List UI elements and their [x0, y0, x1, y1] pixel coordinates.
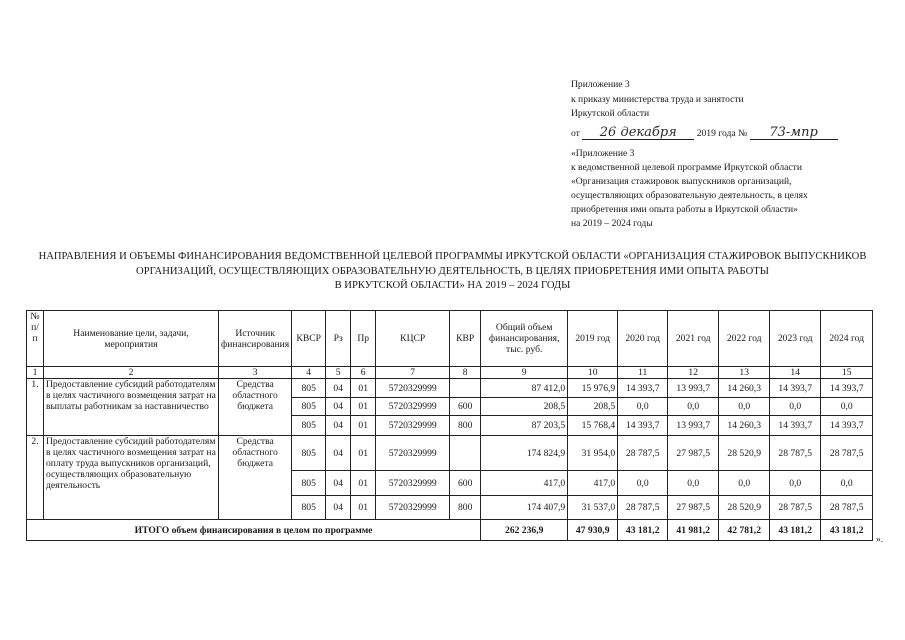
- title-line: НАПРАВЛЕНИЯ И ОБЪЕМЫ ФИНАНСИРОВАНИЯ ВЕДОМСТВЕННОЙ ЦЕЛЕВОЙ ПРОГРАММЫ ИРКУТСКОЙ ОБЛАСТИ «ОРГАНИЗАЦИЯ СТАЖИРОВОК ВЫПУСКНИКОВ: [38, 251, 867, 262]
- table-cell: 04: [326, 379, 351, 398]
- total-cell: 47 930,9: [568, 520, 618, 541]
- table-cell: 5720329999: [376, 398, 450, 416]
- date-year-number: 2019 года №: [696, 127, 748, 139]
- total-cell: 43 181,2: [618, 520, 668, 541]
- total-cell: 41 981,2: [668, 520, 719, 541]
- table-cell: 0,0: [719, 398, 770, 416]
- document-title: [10, 250, 895, 294]
- table-cell: 800: [450, 496, 481, 520]
- table-cell: 14 260,3: [719, 416, 770, 436]
- table-cell: 14 393,7: [821, 379, 873, 398]
- table-cell: 15 768,4: [568, 416, 618, 436]
- table-cell: 5720329999: [376, 471, 450, 496]
- activity-name: Предоставление субсидий работодателям в целях частичного возмещения затрат на выплаты работникам за наставничество: [44, 379, 219, 436]
- table-cell: 15 976,9: [568, 379, 618, 398]
- table-cell: 31 954,0: [568, 436, 618, 471]
- date-prefix: от: [571, 127, 580, 139]
- column-number: 13: [719, 367, 770, 379]
- table-cell: 04: [326, 436, 351, 471]
- order-reference: [571, 78, 838, 141]
- program-reference: [571, 147, 808, 231]
- table-cell: 28 787,5: [821, 496, 873, 520]
- table-cell: 5720329999: [376, 496, 450, 520]
- table-cell: 28 787,5: [770, 436, 821, 471]
- column-number: 14: [770, 367, 821, 379]
- table-cell: 01: [351, 398, 376, 416]
- header-cell: КЦСР: [376, 311, 450, 367]
- table-cell: 0,0: [618, 471, 668, 496]
- table-cell: 13 993,7: [668, 416, 719, 436]
- closing-quote: ».: [876, 534, 884, 545]
- total-cell: 42 781,2: [719, 520, 770, 541]
- total-cell: 43 181,2: [770, 520, 821, 541]
- title-line: ОРГАНИЗАЦИЙ, ОСУЩЕСТВЛЯЮЩИХ ОБРАЗОВАТЕЛЬНУЮ ДЕЯТЕЛЬНОСТЬ, В ЦЕЛЯХ ПРИОБРЕТЕНИЯ ИМИ ОПЫТА РАБОТЫ: [136, 265, 769, 277]
- table-cell: 417,0: [568, 471, 618, 496]
- total-label: ИТОГО объем финансирования в целом по программе: [27, 520, 481, 541]
- column-number: 1: [27, 367, 44, 379]
- table-cell: 28 520,9: [719, 496, 770, 520]
- column-number: 4: [292, 367, 326, 379]
- column-number: 6: [351, 367, 376, 379]
- table-cell: 0,0: [668, 471, 719, 496]
- header-cell: 2023 год: [770, 311, 821, 367]
- table-cell: 0,0: [821, 398, 873, 416]
- header-cell: 2019 год: [568, 311, 618, 367]
- program-ref-line: приобретения ими опыта работы в Иркутской области»: [571, 204, 798, 215]
- table-cell: 04: [326, 471, 351, 496]
- table-cell: 5720329999: [376, 436, 450, 471]
- table-cell: 600: [450, 471, 481, 496]
- table-cell: 14 393,7: [618, 379, 668, 398]
- table-cell: 04: [326, 416, 351, 436]
- header-cell: № п/п: [27, 311, 44, 367]
- program-ref-line: «Приложение 3: [571, 148, 635, 159]
- table-cell: 5720329999: [376, 416, 450, 436]
- order-ref-line: к приказу министерства труда и занятости: [571, 93, 744, 105]
- program-ref-line: осуществляющих образовательную деятельность, в целях: [571, 190, 808, 201]
- order-date-line: [571, 124, 838, 142]
- table-cell: 5720329999: [376, 379, 450, 398]
- table-cell: 0,0: [618, 398, 668, 416]
- table-row: [27, 436, 873, 471]
- order-number-handwritten: 73-мпр: [750, 127, 838, 140]
- row-number: 2.: [27, 436, 44, 520]
- total-row: [27, 520, 873, 541]
- table-cell: 805: [292, 398, 326, 416]
- program-ref-line: к ведомственной целевой программе Иркутской области: [571, 162, 802, 173]
- header-cell: Наименование цели, задачи, мероприятия: [44, 311, 219, 367]
- table-cell: 0,0: [668, 398, 719, 416]
- header-cell: 2022 год: [719, 311, 770, 367]
- program-ref-line: на 2019 – 2024 годы: [571, 218, 653, 229]
- table-cell: 0,0: [770, 398, 821, 416]
- table-cell: 417,0: [481, 471, 568, 496]
- funding-source: Средства областного бюджета: [219, 379, 292, 436]
- table-cell: 28 787,5: [821, 436, 873, 471]
- header-cell: 2024 год: [821, 311, 873, 367]
- header-cell: 2021 год: [668, 311, 719, 367]
- title-line: В ИРКУТСКОЙ ОБЛАСТИ» НА 2019 – 2024 ГОДЫ: [334, 280, 571, 291]
- column-number: 12: [668, 367, 719, 379]
- header-cell: 2020 год: [618, 311, 668, 367]
- column-number-row: [27, 367, 873, 379]
- table-cell: 0,0: [770, 471, 821, 496]
- table-row: [27, 379, 873, 398]
- table-cell: 27 987,5: [668, 436, 719, 471]
- financing-table: [26, 310, 873, 541]
- table-cell: 14 393,7: [618, 416, 668, 436]
- table-cell: 87 203,5: [481, 416, 568, 436]
- table-cell: 14 393,7: [821, 416, 873, 436]
- activity-name: Предоставление субсидий работодателям в целях частичного возмещения затрат на оплату труда выпускников организаций, осуществляющих образовательную деятельность: [44, 436, 219, 520]
- order-region-line: Иркутской области: [571, 108, 650, 119]
- table-cell: 600: [450, 398, 481, 416]
- column-number: 9: [481, 367, 568, 379]
- date-handwritten: 26 декабря: [582, 127, 694, 140]
- table-cell: 01: [351, 436, 376, 471]
- table-cell: 0,0: [719, 471, 770, 496]
- table-cell: 28 787,5: [770, 496, 821, 520]
- header-cell: КВР: [450, 311, 481, 367]
- table-cell: 805: [292, 436, 326, 471]
- table-cell: 805: [292, 496, 326, 520]
- table-cell: 14 393,7: [770, 416, 821, 436]
- table-cell: 04: [326, 398, 351, 416]
- column-number: 7: [376, 367, 450, 379]
- column-number: 10: [568, 367, 618, 379]
- table-cell: 805: [292, 379, 326, 398]
- table-cell: [450, 436, 481, 471]
- table-cell: 14 393,7: [770, 379, 821, 398]
- table-cell: 13 993,7: [668, 379, 719, 398]
- table-cell: 01: [351, 379, 376, 398]
- header-row: [27, 311, 873, 367]
- column-number: 15: [821, 367, 873, 379]
- column-number: 8: [450, 367, 481, 379]
- header-cell: Общий объем финансирования, тыс. руб.: [481, 311, 568, 367]
- table-cell: 28 520,9: [719, 436, 770, 471]
- table-cell: 174 824,9: [481, 436, 568, 471]
- table-cell: 805: [292, 416, 326, 436]
- table-cell: 31 537,0: [568, 496, 618, 520]
- table-cell: 28 787,5: [618, 436, 668, 471]
- table-cell: 27 987,5: [668, 496, 719, 520]
- column-number: 2: [44, 367, 219, 379]
- table-cell: 0,0: [821, 471, 873, 496]
- column-number: 11: [618, 367, 668, 379]
- program-ref-line: «Организация стажировок выпускников организаций,: [571, 176, 792, 187]
- table-cell: 14 260,3: [719, 379, 770, 398]
- header-cell: Пр: [351, 311, 376, 367]
- table-cell: 174 407,9: [481, 496, 568, 520]
- order-appendix-label: Приложение 3: [571, 79, 630, 90]
- table-cell: 01: [351, 471, 376, 496]
- table-cell: [450, 379, 481, 398]
- header-cell: КВСР: [292, 311, 326, 367]
- table-cell: 208,5: [568, 398, 618, 416]
- table-cell: 800: [450, 416, 481, 436]
- table-cell: 87 412,0: [481, 379, 568, 398]
- table-cell: 805: [292, 471, 326, 496]
- header-cell: Источник финансирования: [219, 311, 292, 367]
- total-cell: 262 236,9: [481, 520, 568, 541]
- column-number: 5: [326, 367, 351, 379]
- table-cell: 01: [351, 496, 376, 520]
- total-cell: 43 181,2: [821, 520, 873, 541]
- table-cell: 28 787,5: [618, 496, 668, 520]
- funding-source: Средства областного бюджета: [219, 436, 292, 520]
- table-cell: 208,5: [481, 398, 568, 416]
- column-number: 3: [219, 367, 292, 379]
- row-number: 1.: [27, 379, 44, 436]
- table-cell: 01: [351, 416, 376, 436]
- header-cell: Рз: [326, 311, 351, 367]
- table-cell: 04: [326, 496, 351, 520]
